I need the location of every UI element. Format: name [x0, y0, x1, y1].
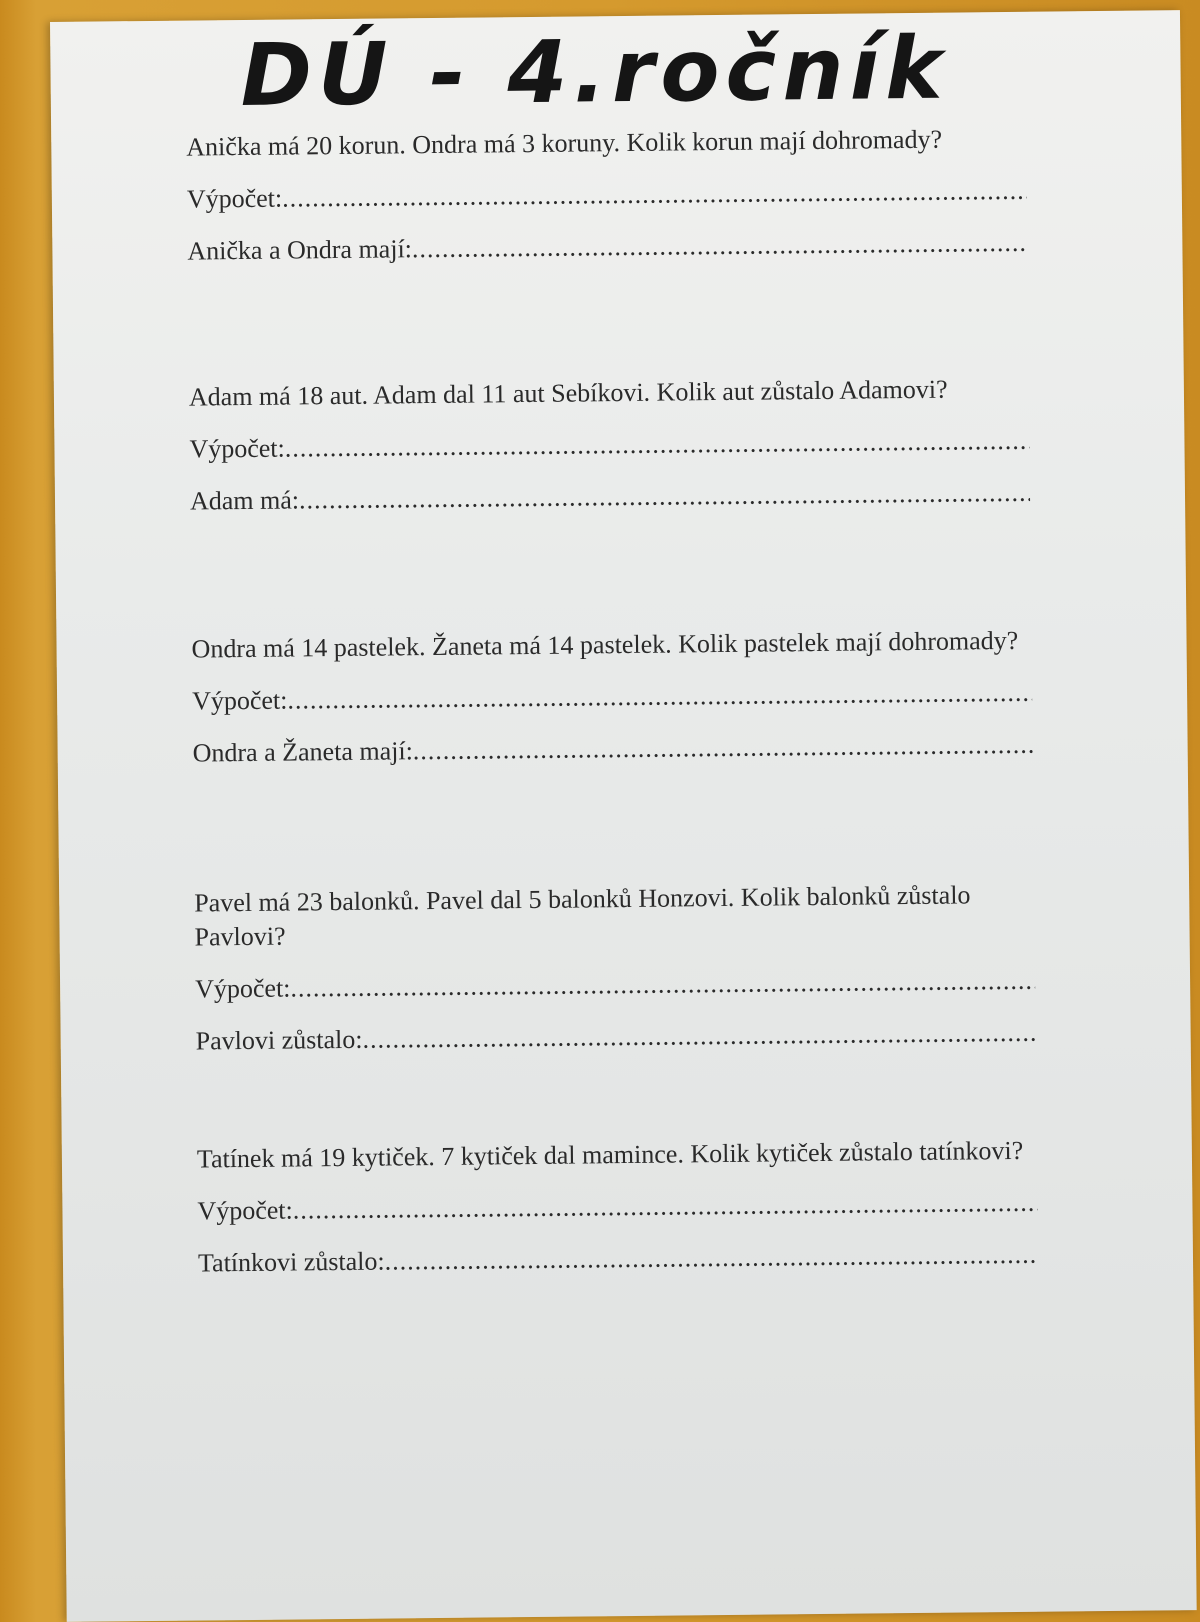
- calculation-label: Výpočet:: [197, 1195, 293, 1226]
- answer-line[interactable]: [190, 476, 1030, 519]
- task-question: Anička má 20 korun. Ondra má 3 koruny. Kolik korun mají dohromady?: [186, 124, 943, 162]
- calculation-line[interactable]: [197, 1186, 1037, 1229]
- task-5: [197, 1134, 1038, 1281]
- worksheet-title: DÚ - 4.ročník: [240, 18, 949, 127]
- calculation-line[interactable]: [189, 424, 1029, 467]
- answer-label: Anička a Ondra mají:: [187, 234, 413, 266]
- dotted-answer-line[interactable]: [413, 728, 1033, 768]
- dotted-answer-line[interactable]: [293, 1186, 1038, 1228]
- answer-line[interactable]: [187, 226, 1027, 269]
- task-question: Ondra má 14 pastelek. Žaneta má 14 pastelek. Kolik pastelek mají dohromady?: [191, 625, 1019, 664]
- calculation-label: Výpočet:: [189, 433, 285, 464]
- calculation-label: Výpočet:: [191, 685, 288, 716]
- dotted-answer-line[interactable]: [362, 1016, 1035, 1057]
- task-question: Tatínek má 19 kytiček. 7 kytiček dal mamince. Kolik kytiček zůstalo tatínkovi?: [196, 1135, 1024, 1174]
- answer-label: Tatínkovi zůstalo:: [197, 1246, 385, 1278]
- dotted-answer-line[interactable]: [282, 174, 1027, 216]
- dotted-answer-line[interactable]: [384, 1238, 1038, 1279]
- task-4: [194, 878, 1036, 1059]
- dotted-answer-line[interactable]: [287, 676, 1032, 718]
- worksheet-paper: [50, 10, 1197, 1622]
- answer-line[interactable]: [196, 1016, 1036, 1059]
- calculation-line[interactable]: [195, 964, 1035, 1007]
- answer-line[interactable]: [192, 728, 1032, 771]
- calculation-label: Výpočet:: [186, 183, 283, 214]
- task-question: Pavel má 23 balonků. Pavel dal 5 balonků Honzovi. Kolik balonků zůstalo Pavlovi?: [194, 880, 971, 952]
- answer-line[interactable]: [198, 1238, 1038, 1281]
- answer-label: Adam má:: [189, 485, 300, 516]
- answer-label: Pavlovi zůstalo:: [195, 1024, 363, 1056]
- dotted-answer-line[interactable]: [412, 226, 1028, 266]
- calculation-line[interactable]: [187, 174, 1027, 217]
- dotted-answer-line[interactable]: [299, 476, 1030, 518]
- dotted-answer-line[interactable]: [285, 424, 1030, 466]
- answer-label: Ondra a Žaneta mají:: [192, 736, 413, 768]
- calculation-label: Výpočet:: [194, 973, 291, 1004]
- calculation-line[interactable]: [192, 676, 1032, 719]
- task-2: [189, 372, 1030, 519]
- task-1: [186, 122, 1027, 269]
- task-3: [191, 624, 1032, 771]
- task-question: Adam má 18 aut. Adam dal 11 aut Sebíkovi. Kolik aut zůstalo Adamovi?: [188, 374, 948, 412]
- dotted-answer-line[interactable]: [290, 964, 1035, 1006]
